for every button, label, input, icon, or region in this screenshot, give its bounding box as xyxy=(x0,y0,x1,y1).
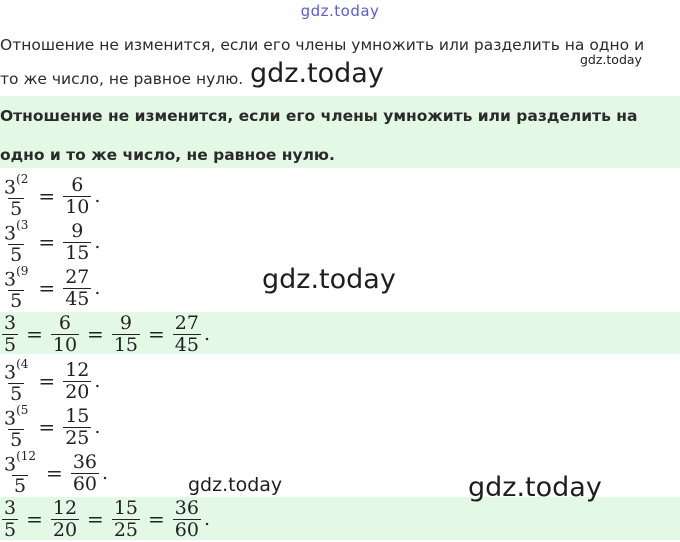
fraction: $\frac{12}{20}$ xyxy=(52,496,78,541)
answer-rule xyxy=(0,107,680,167)
equation-step: $\frac{3^{(12}}{5}$ = $\frac{36}{60}$ . xyxy=(4,448,109,498)
fraction: $\frac{12}{20}$ xyxy=(65,358,90,403)
equation-step: $\frac{3^{(4}}{5}$ = $\frac{12}{20}$ . xyxy=(4,356,101,406)
fraction: $\frac{3^{(9}}{5}$ xyxy=(4,263,29,313)
fraction: $\frac{3^{(12}}{5}$ xyxy=(4,448,37,498)
fraction: $\frac{3^{(2}}{5}$ xyxy=(4,171,29,221)
fraction: $\frac{15}{25}$ xyxy=(113,496,138,541)
fraction: $\frac{15}{25}$ xyxy=(65,404,90,449)
watermark: gdz.today xyxy=(262,264,396,295)
fraction: $\frac{36}{60}$ xyxy=(174,496,199,541)
watermark: gdz.today xyxy=(250,58,384,89)
answer-line-1: Отношение не изменится, если его члены умножить или разделить на xyxy=(0,107,638,125)
fraction: $\frac{9}{15}$ xyxy=(113,311,138,356)
equation-step: $\frac{3^{(9}}{5}$ = $\frac{27}{45}$ . xyxy=(4,263,101,313)
fraction: $\frac{9}{15}$ xyxy=(65,219,90,264)
equation-step: $\frac{3^{(3}}{5}$ = $\frac{9}{15}$ . xyxy=(4,217,101,267)
fraction: $\frac{3}{5}$ xyxy=(4,311,17,356)
equation-step: $\frac{3^{(5}}{5}$ = $\frac{15}{25}$ . xyxy=(4,402,101,452)
watermark: gdz.today xyxy=(468,472,602,503)
fraction: $\frac{3^{(4}}{5}$ xyxy=(4,356,29,406)
fraction: $\frac{27}{45}$ xyxy=(174,311,199,356)
rule-line-2: то же число, не равное нулю. xyxy=(0,70,244,88)
fraction: $\frac{3}{5}$ xyxy=(4,496,17,541)
fraction: $\frac{3^{(5}}{5}$ xyxy=(4,402,29,452)
rule-line-1: Отношение не изменится, если его члены умножить или разделить на одно и xyxy=(0,36,645,54)
fraction: $\frac{3^{(3}}{5}$ xyxy=(4,217,29,267)
fraction: $\frac{36}{60}$ xyxy=(72,450,97,495)
site-logo[interactable]: gdz.today xyxy=(300,2,380,20)
fraction: $\frac{27}{45}$ xyxy=(65,265,90,310)
equation-chain: $\frac{3}{5}$ = $\frac{12}{20}$ = $\frac{15}{25}$ = $\frac{36}{60}$ . xyxy=(4,496,210,541)
watermark: gdz.today xyxy=(580,52,642,67)
fraction: $\frac{6}{10}$ xyxy=(52,311,78,356)
answer-line-2: одно и то же число, не равное нулю. xyxy=(0,146,335,164)
equation-step: $\frac{3^{(2}}{5}$ = $\frac{6}{10}$ . xyxy=(4,171,101,221)
watermark: gdz.today xyxy=(188,474,283,496)
fraction: $\frac{6}{10}$ xyxy=(65,173,90,218)
equation-chain: $\frac{3}{5}$ = $\frac{6}{10}$ = $\frac{9}{15}$ = $\frac{27}{45}$ . xyxy=(4,311,210,356)
